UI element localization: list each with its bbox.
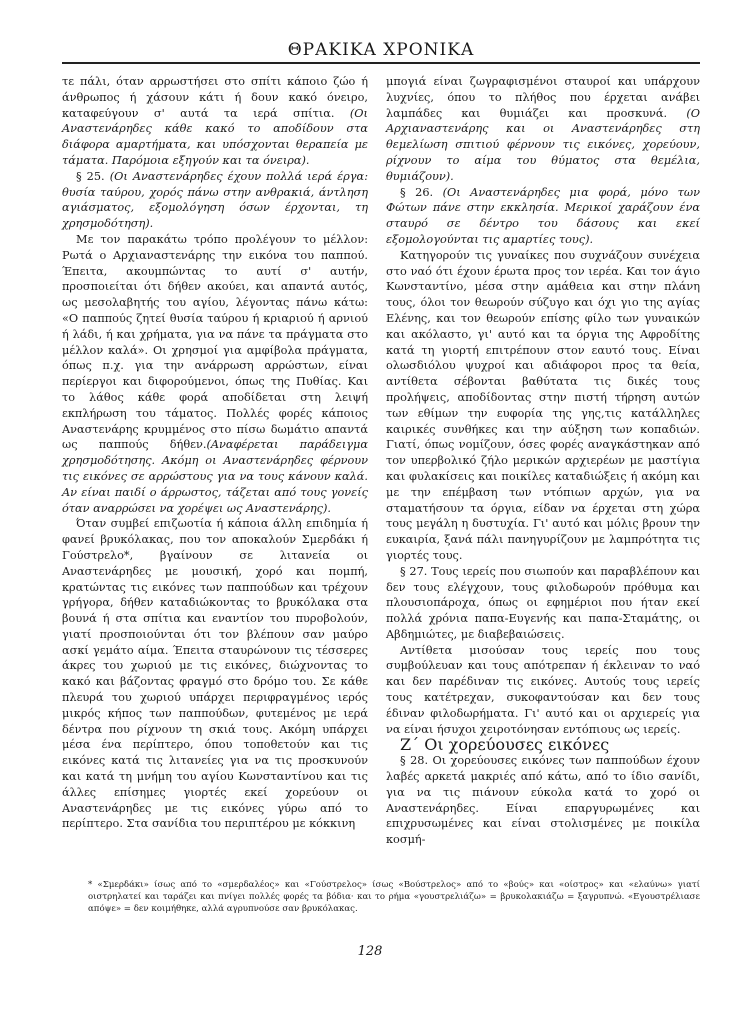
paragraph-text: τε πάλι, όταν αρρωστήσει στο σπίτι κάποιο ζώο ή άνθρωπος ή χάσουν κάτι ή δουν κακό όνειρο, καταφεύγουν σ' αυτά τα ιερά σπίτια. [62, 75, 368, 120]
paragraph [62, 232, 368, 516]
section-27 [386, 564, 700, 643]
section-summary: (Οι Αναστενάρηδες έχουν πολλά ιερά έργα: θυσία ταύρου, χορός πάνω στην ανθρακιά, άντληση αγιάσματος, εξομολόγηση όσων έρχονται, τη χρησμοδότηση). [62, 169, 368, 231]
section-number: § 27. [400, 564, 428, 578]
section-28 [386, 753, 700, 848]
paragraph [386, 643, 700, 738]
section-number: § 28. [400, 754, 429, 768]
paragraph-text: Με τον παρακάτω τρόπο προλέγουν το μέλλον: Ρωτά ο Αρχιαναστενάρης την εικόνα του παππού. Έπειτα, ακουμπώντας το αυτί σ' αυτήν, προσποιείται ότι δήθεν ακούει, και απαντά αυτός, ως μεσολαβητής του αγίου, λέγοντας πάνω κάτω: «Ο παππούς ζητεί θυσία ταύρου ή κριαριού ή αρνιού ή λάδι, ή και χρήματα, για να πάνε τα πράγματα στο μέλλον καλά». Οι χρησμοί για αμφίβολα πράγματα, όπως π.χ. για την ανάρρωση αρρώστων, είναι περίεργοι και διφορούμενοι, όπως της Πυθίας. Και το λάθος κάθε φορά αποδίδεται στη λειψή εκπλήρωση του τάματος. Πολλές φορές κάποιος Αναστενάρης κρυμμένος στο πίσω δωμάτιο απαντά ως παππούς δήθεν. [62, 232, 368, 452]
page-number: 128 [357, 944, 383, 959]
paragraph-italic-text: (Οι Αναστενάρηδες κάθε κακό το αποδίδουν στα διάφορα αμαρτήματα, και υπόσχονται θεραπεία με τάματα. Παρόμοια εξηγούν και τα όνειρα). [62, 106, 368, 167]
chapter-heading: Ζ΄ Οι χορεύουσες εικόνες [400, 735, 610, 755]
paragraph [386, 248, 700, 564]
paragraph-italic-text: (Αναφέρεται παράδειγμα χρησμοδότησης. Ακόμη οι Αναστενάρηδες φέρνουν τις εικόνες σε αρρώστους για να τους κάνουν καλά. Αν είναι παιδί ο άρρωστος, τάζεται από τους γονείς όταν αναρρώσει να χορέψει ως Αναστενάρης). [62, 438, 368, 515]
paragraph [62, 74, 368, 169]
paragraph-text: Κατηγορούν τις γυναίκες που συχνάζουν συνέχεια στο ναό ότι έχουν έρωτα προς τον ιερέα. Και τον άγιο Κωνσταντίνο, μέσα στην αμάθεια και στην πλάνη τους, όλοι τον θεωρούν σύζυγο και όχι γιο της αγίας Ελένης, και τον θεωρούν επίσης φίλο των γυναικών και ακόλαστο, γι' αυτό και τα όργια της Αφροδίτης κατά τη γιορτή επιτρέπουν στον εαυτό τους. Είναι ολωσδιόλου ψυχροί και αδιάφοροι προς τα θεία, αντίθετα σέβονται βαθύτατα τις δικές τους προλήψεις, αποδίδοντας στην πιστή τήρηση αυτών των εθίμων την ευφορία της γης,τις κατάλληλες καιρικές συνθήκες και την αύξηση των κοπαδιών. Γιατί, όπως νομίζουν, όσες φορές αναγκάστηκαν από τον υπερβολικό ζήλο μερικών αρχιερέων με μαστίγια και φυλακίσεις και ποικίλες καταδιώξεις ή ακόμη και με την επέμβαση των ντόπιων αρχών, για να σταματήσουν τα όργια, είδαν να έρχεται στη χώρα τους μεγάλη η δυστυχία. Γι' αυτό και μόλις βρουν την ευκαιρία, ξανά πάλι πανηγυρίζουν με λαμπρότητα τις γιορτές τους. [386, 248, 700, 562]
footnote: * «Σμερδάκι» ίσως από το «σμερδαλέος» και «Γούστρελος» ίσως «Βούστρελος» από το «βούς» και «οίστρος» και «ελαύνω» γιατί οιστρηλατεί και ταράζει και πνίγει πολλές φορές τα βόδια· και το ρήμα «γουστρελιάζω» = βρυκολακιάζω = ξαγρυπνώ. «Εγουστρέλιασε απόψε» = δεν κοιμήθηκε, αλλά αγρυπνούσε σαν βρυκόλακας. [88, 880, 700, 914]
section-number: § 25. [76, 169, 105, 183]
paragraph [62, 516, 368, 832]
section-summary: (Οι Αναστενάρηδες μια φορά, μόνο των Φώτων πάνε στην εκκλησία. Μερικοί χαράζουν ένα σταυρό σε δέντρο του δάσους και εκεί εξομολογούνται τις αμαρτίες τους). [386, 185, 700, 246]
header-rule [62, 62, 700, 64]
paragraph [386, 74, 700, 185]
paragraph-italic-text: (Ο Αρχιαναστενάρης και οι Αναστενάρηδες στη θεμελίωση σπιτιού φέρνουν τις εικόνες, χορεύουν, ρίχνουν το αίμα του θύματος στα θεμέλια, θυμιάζουν). [386, 106, 700, 183]
paragraph-text: Τους ιερείς που σιωπούν και παραβλέπουν και δεν τους ελέγχουν, τους φιλοδωρούν πρόθυμα και πλουσιοπάροχα, όπως οι εφημέριοι που ήταν εκεί πολλά χρόνια παπα-Ευγενής και παπα-Σταμάτης, οι Αβδημιώτες, με διαβεβαιώσεις. [386, 564, 701, 641]
section-number: § 26. [400, 185, 434, 199]
right-column [386, 74, 700, 848]
section-25 [62, 169, 368, 232]
running-header: ΘΡΑΚΙΚΑ ΧΡΟΝΙΚΑ [287, 40, 475, 60]
paragraph-text: μπογιά είναι ζωγραφισμένοι σταυροί και υπάρχουν λυχνίες, όπου το πλήθος που έρχεται ανάβει λαμπάδες και θυμιάζει και προσκυνά. [386, 75, 700, 120]
paragraph-text: Αντίθετα μισούσαν τους ιερείς που τους συμβούλευαν και τους απότρεπαν ή έκλειναν το ναό και δεν παρέδιναν τις εικόνες. Αυτούς τους ιερείς τους κατέτρεχαν, συκοφαντούσαν και δεν τους έδιναν φιλοδωρήματα. Γι' αυτό και οι αρχιερείς για να είναι ήσυχοι χειροτόνησαν εντόπιους ως ιερείς. [386, 643, 700, 736]
section-26 [386, 185, 700, 248]
left-column [62, 74, 368, 832]
paragraph-text: Οι χορεύουσες εικόνες των παππούδων έχουν λαβές αρκετά μακριές από κάτω, από το ίδιο σανίδι, για να τις πιάνουν εύκολα κατά το χορό οι Αναστενάρηδες. Είναι επαργυρωμένες και επιχρυσωμένες και είναι στολισμένες με ποικίλα κοσμή- [386, 754, 700, 847]
paragraph-text: Όταν συμβεί επιζωοτία ή κάποια άλλη επιδημία ή φανεί βρυκόλακας, που τον αποκαλούν Σμερδάκι ή Γούστρελο*, βγαίνουν σε λιτανεία οι Αναστενάρηδες με μουσική, χορό και πομπή, κρατώντας τις εικόνες των παππούδων και τρέχουν γρήγορα, δήθεν καταδιώκοντας το βρυκόλακα στα βουνά ή στα σπίτια και εναντίον του πυροβολούν, γιατί προσποιούνται ότι τον βλέπουν σαν μαύρο ασκί γεμάτο αίμα. Έπειτα σταυρώνουν τις τέσσερες άκρες του χωριού με τις εικόνες, διώχνοντας το κακό και βάζοντας φραγμό στο δρόμο του. Σε κάθε πλευρά του χωριού υπάρχει περιφραγμένος ιερός μικρός κήπος των παππούδων, φυτεμένος με ιερά δέντρα που ρίχνουν τη σκιά τους. Ακόμη υπάρχει μέσα ένα περίπτερο, όπου τοποθετούν και τις εικόνες κατά τις λιτανείες για να τις προσκυνούν και κατά τη μνήμη του αγίου Κωνσταντίνου και τις άλλες επίσημες γιορτές εκεί χορεύουν οι Αναστενάρηδες με τις εικόνες γύρω από το περίπτερο. Στα σανίδια του περιπτέρου με κόκκινη [62, 517, 368, 831]
